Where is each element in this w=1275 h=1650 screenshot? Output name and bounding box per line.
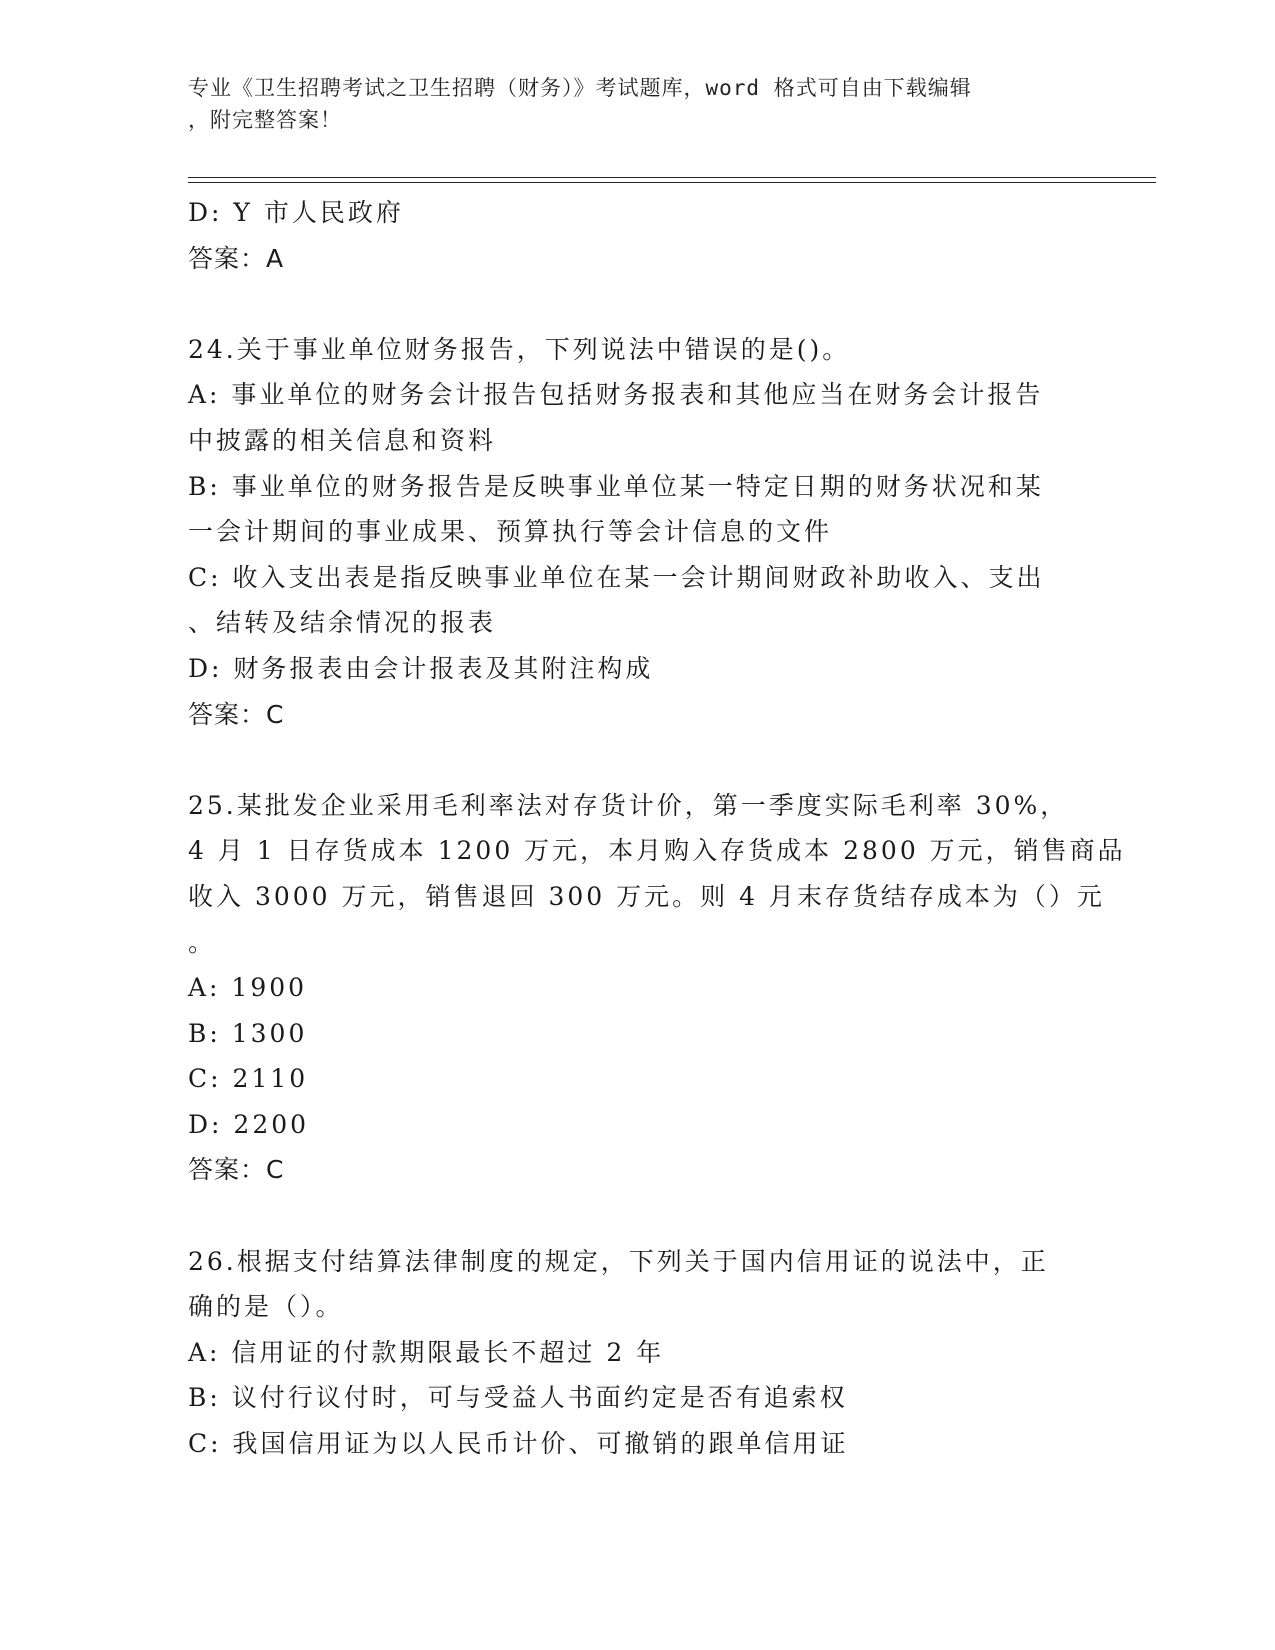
option-d: D: Y 市人民政府 (188, 198, 404, 227)
question-stem-line-1: 25.某批发企业采用毛利率法对存货计价，第一季度实际毛利率 30%， (188, 790, 1069, 820)
question-23-tail (188, 190, 1088, 281)
spacer (188, 281, 1088, 327)
header-line-2: ，附完整答案！ (188, 108, 342, 132)
question-stem-line-3: 收入 3000 万元，销售退回 300 万元。则 4 月末存货结存成本为（）元 (188, 881, 1105, 911)
header-line-1: 专业《卫生招聘考试之卫生招聘（财务）》考试题库，word 格式可自由下载编辑 (188, 76, 972, 100)
question-26 (188, 1239, 1088, 1467)
header-divider-bottom (188, 182, 1156, 183)
option-a: A: 1900 (188, 973, 308, 1003)
question-stem-line-2: 确的是（）。 (188, 1292, 344, 1322)
document-body (188, 190, 1126, 1467)
question-stem-line-4: 。 (188, 927, 217, 957)
option-d: D: 2200 (188, 1109, 310, 1139)
option-b: B: 议付行议付时，可与受益人书面约定是否有追索权 (188, 1383, 848, 1413)
question-24 (188, 327, 1088, 737)
answer-line: 答案：C (188, 1155, 285, 1185)
option-a: A: 信用证的付款期限最长不超过 2 年 (188, 1337, 665, 1367)
question-stem: 24.关于事业单位财务报告，下列说法中错误的是()。 (188, 334, 851, 364)
option-c-line-1: C: 收入支出表是指反映事业单位在某一会计期间财政补助收入、支出 (188, 562, 1045, 592)
option-c-line-2: 、结转及结余情况的报表 (188, 608, 497, 638)
option-c: C: 2110 (188, 1064, 309, 1094)
question-25 (188, 783, 1126, 1193)
answer-line: 答案：C (188, 699, 285, 729)
option-a-line-2: 中披露的相关信息和资料 (188, 425, 497, 455)
option-b-line-2: 一会计期间的事业成果、预算执行等会计信息的文件 (188, 517, 833, 547)
spacer (188, 1193, 1088, 1239)
option-b: B: 1300 (188, 1018, 308, 1048)
option-b-line-1: B: 事业单位的财务报告是反映事业单位某一特定日期的财务状况和某 (188, 471, 1044, 501)
header-divider-top (188, 177, 1156, 178)
option-d: D: 财务报表由会计报表及其附注构成 (188, 653, 654, 683)
option-c: C: 我国信用证为以人民币计价、可撤销的跟单信用证 (188, 1429, 849, 1459)
answer-line: 答案：A (188, 243, 285, 273)
question-stem-line-2: 4 月 1 日存货成本 1200 万元，本月购入存货成本 2800 万元，销售商品 (188, 836, 1126, 866)
page-header (188, 72, 1088, 136)
option-a-line-1: A: 事业单位的财务会计报告包括财务报表和其他应当在财务会计报告 (188, 380, 1044, 410)
question-stem-line-1: 26.根据支付结算法律制度的规定，下列关于国内信用证的说法中，正 (188, 1246, 1049, 1276)
spacer (188, 737, 1088, 783)
